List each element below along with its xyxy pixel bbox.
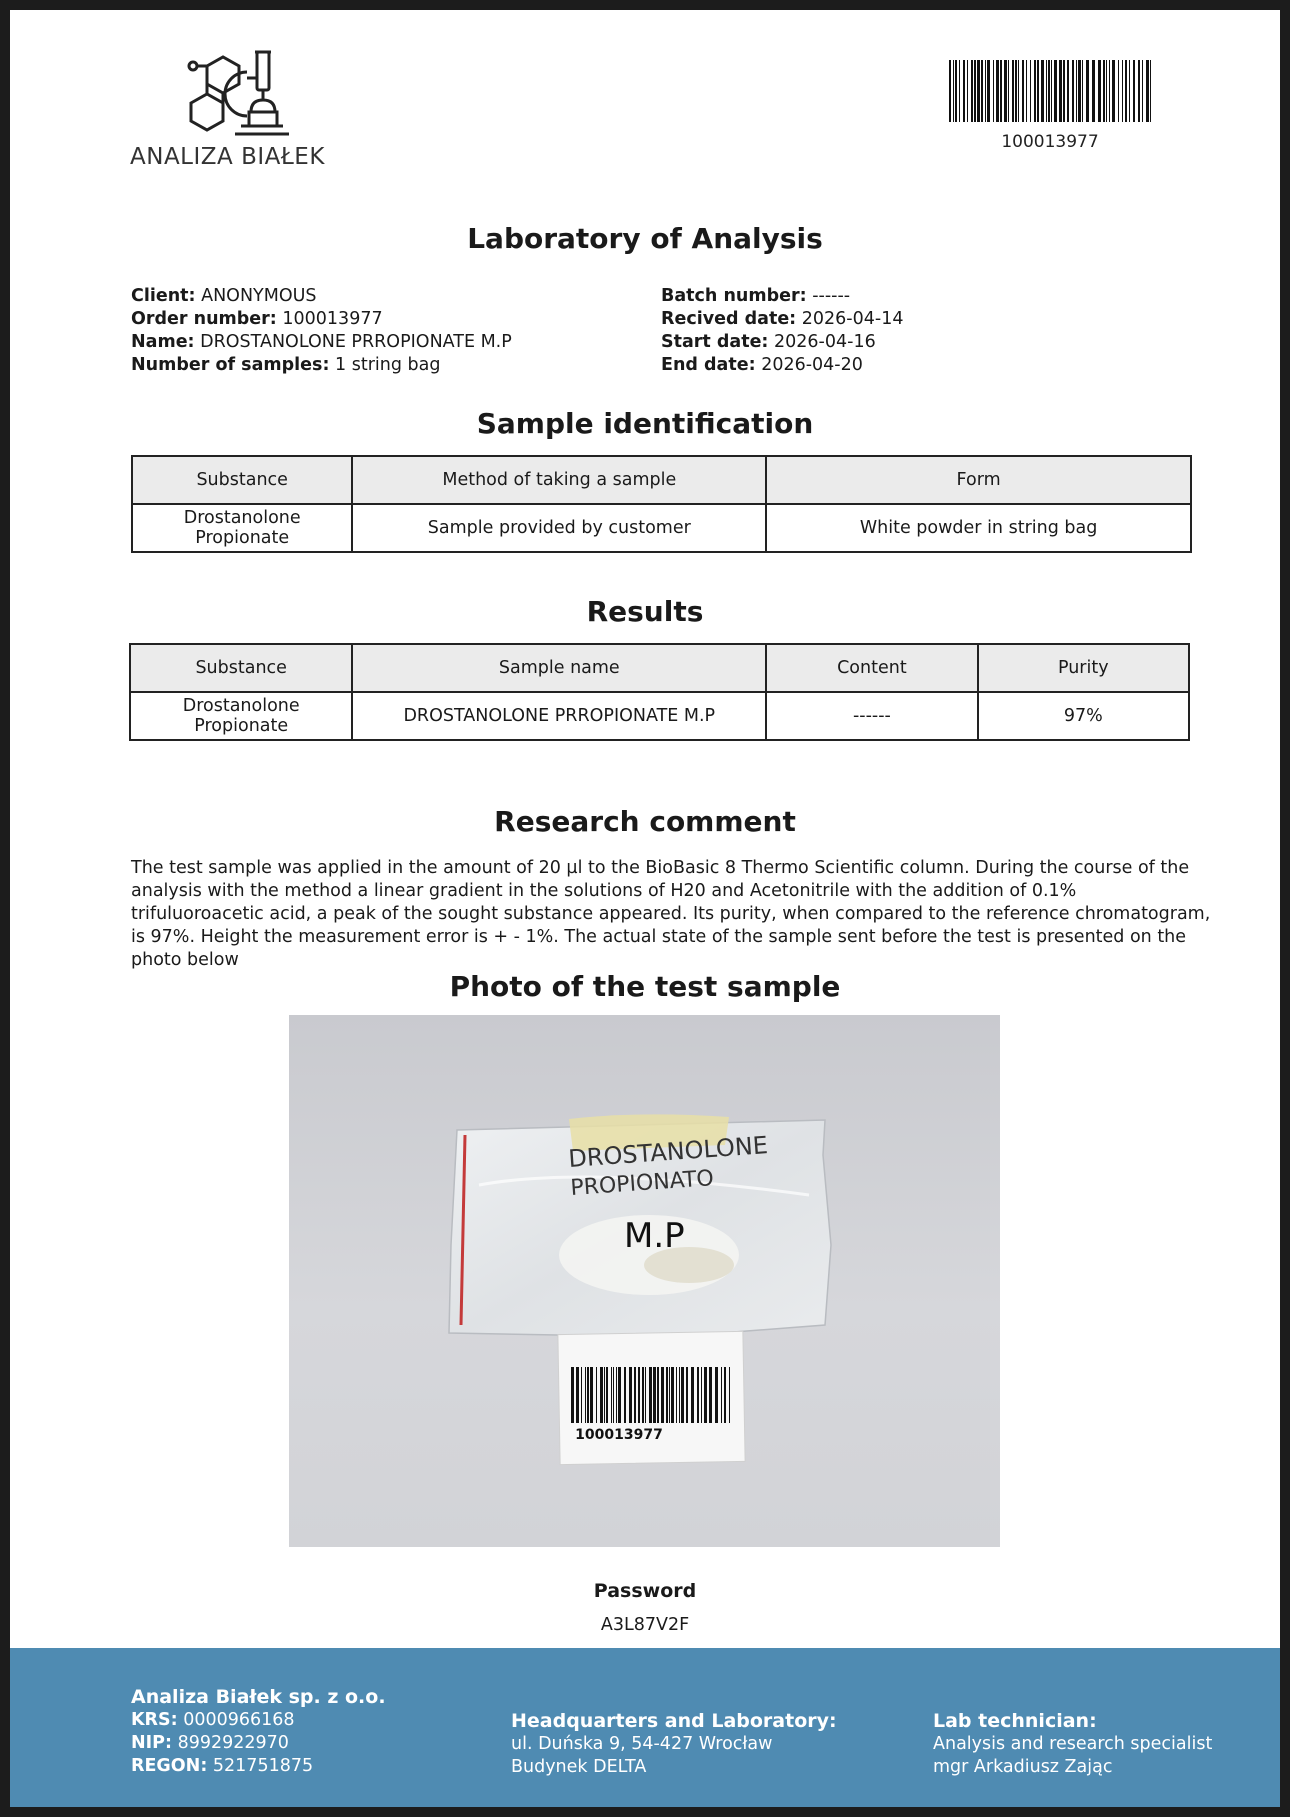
start-value: 2026-04-16 [774,332,876,352]
info-left [131,285,512,377]
start-row [661,331,903,354]
hq-line2: Budynek DELTA [511,1757,647,1777]
table-cell: ------ [766,692,977,740]
client-label: Client: [131,286,196,306]
results-table [129,643,1190,741]
end-row [661,354,903,377]
batch-row [661,285,903,308]
nip-value: 8992922970 [177,1733,289,1753]
start-label: Start date: [661,332,769,352]
barcode-bars [947,60,1153,122]
hq-line1: ul. Duńska 9, 54-427 Wrocław [511,1734,773,1754]
order-label: Order number: [131,309,277,329]
table-row [130,692,1189,740]
footer-company [131,1686,386,1778]
nip-row [131,1732,386,1755]
batch-label: Batch number: [661,286,807,306]
samples-label: Number of samples: [131,355,330,375]
info-right [661,285,903,377]
table-header-cell: Substance [132,456,352,504]
krs-value: 0000966168 [183,1710,295,1730]
company-logo [130,48,360,170]
research-comment-heading: Research comment [494,805,796,838]
sample-identification-heading: Sample identification [476,407,814,440]
order-value: 100013977 [282,309,383,329]
table-header-cell: Content [766,644,977,692]
logo-text: ANALIZA BIAŁEK [130,144,325,170]
tech-line1: Analysis and research specialist [933,1734,1213,1754]
footer-technician [933,1710,1212,1779]
sample-photo [289,1015,1000,1547]
photo-heading: Photo of the test sample [449,970,841,1003]
table-header-row [130,644,1189,692]
table-header-cell: Sample name [352,644,766,692]
client-value: ANONYMOUS [201,286,317,306]
client-row [131,285,512,308]
received-value: 2026-04-14 [801,309,904,329]
bag-handwriting-line1: DROSTANOLONE [567,1131,769,1173]
password-value: A3L87V2F [600,1615,690,1635]
password-label: Password [593,1580,697,1602]
table-header-cell: Purity [978,644,1189,692]
footer-headquarters [511,1710,837,1779]
table-cell: Drostanolone Propionate [132,504,352,552]
tech-heading: Lab technician: [933,1710,1097,1732]
received-row [661,308,903,331]
samples-value: 1 string bag [335,355,441,375]
table-header-cell: Form [766,456,1191,504]
received-label: Recived date: [661,309,797,329]
batch-value: ------ [812,286,851,306]
sample-bag-image [289,1015,1000,1547]
sticker-code: 100013977 [575,1427,663,1443]
research-comment-text: The test sample was applied in the amount of 20 µl to the BioBasic 8 Thermo Scientific column. During the course of the analysis with the method a linear gradient in the solutions of H20 and Acetonitrile with the addition of 0.1% trifuluoroacetic acid, a peak of the sought substance appeared. Its purity, when compared to the reference chromatogram, is 97%. Height the measurement error is + - 1%. The actual state of the sample sent before the test is presented on the photo below [131,858,1211,970]
name-row [131,331,512,354]
barcode [945,60,1155,152]
table-cell: Sample provided by customer [352,504,766,552]
hq-heading: Headquarters and Laboratory: [511,1710,837,1732]
table-cell: White powder in string bag [766,504,1191,552]
order-row [131,308,512,331]
name-label: Name: [131,332,195,352]
bag-handwriting-line3: M.P [624,1216,685,1256]
regon-label: REGON: [131,1756,208,1776]
regon-value: 521751875 [212,1756,314,1776]
barcode-number: 100013977 [1001,132,1099,152]
sample-identification-table [131,455,1192,553]
table-cell: 97% [978,692,1189,740]
molecule-microscope-icon [185,48,305,140]
company-name: Analiza Białek sp. z o.o. [131,1686,386,1708]
table-row [132,504,1191,552]
bag-handwriting-line2: PROPIONATO [569,1166,715,1201]
nip-label: NIP: [131,1733,172,1753]
table-header-row [132,456,1191,504]
results-heading: Results [586,595,704,628]
end-label: End date: [661,355,756,375]
table-header-cell: Method of taking a sample [352,456,766,504]
table-cell: DROSTANOLONE PRROPIONATE M.P [352,692,766,740]
krs-label: KRS: [131,1710,178,1730]
table-header-cell: Substance [130,644,352,692]
footer [10,1648,1280,1807]
tech-line2: mgr Arkadiusz Zając [933,1757,1113,1777]
name-value: DROSTANOLONE PRROPIONATE M.P [200,332,512,352]
page-title: Laboratory of Analysis [467,222,823,255]
samples-row [131,354,512,377]
table-cell: Drostanolone Propionate [130,692,352,740]
end-value: 2026-04-20 [761,355,863,375]
certificate-page [10,10,1280,1807]
krs-row [131,1709,386,1732]
regon-row [131,1755,386,1778]
